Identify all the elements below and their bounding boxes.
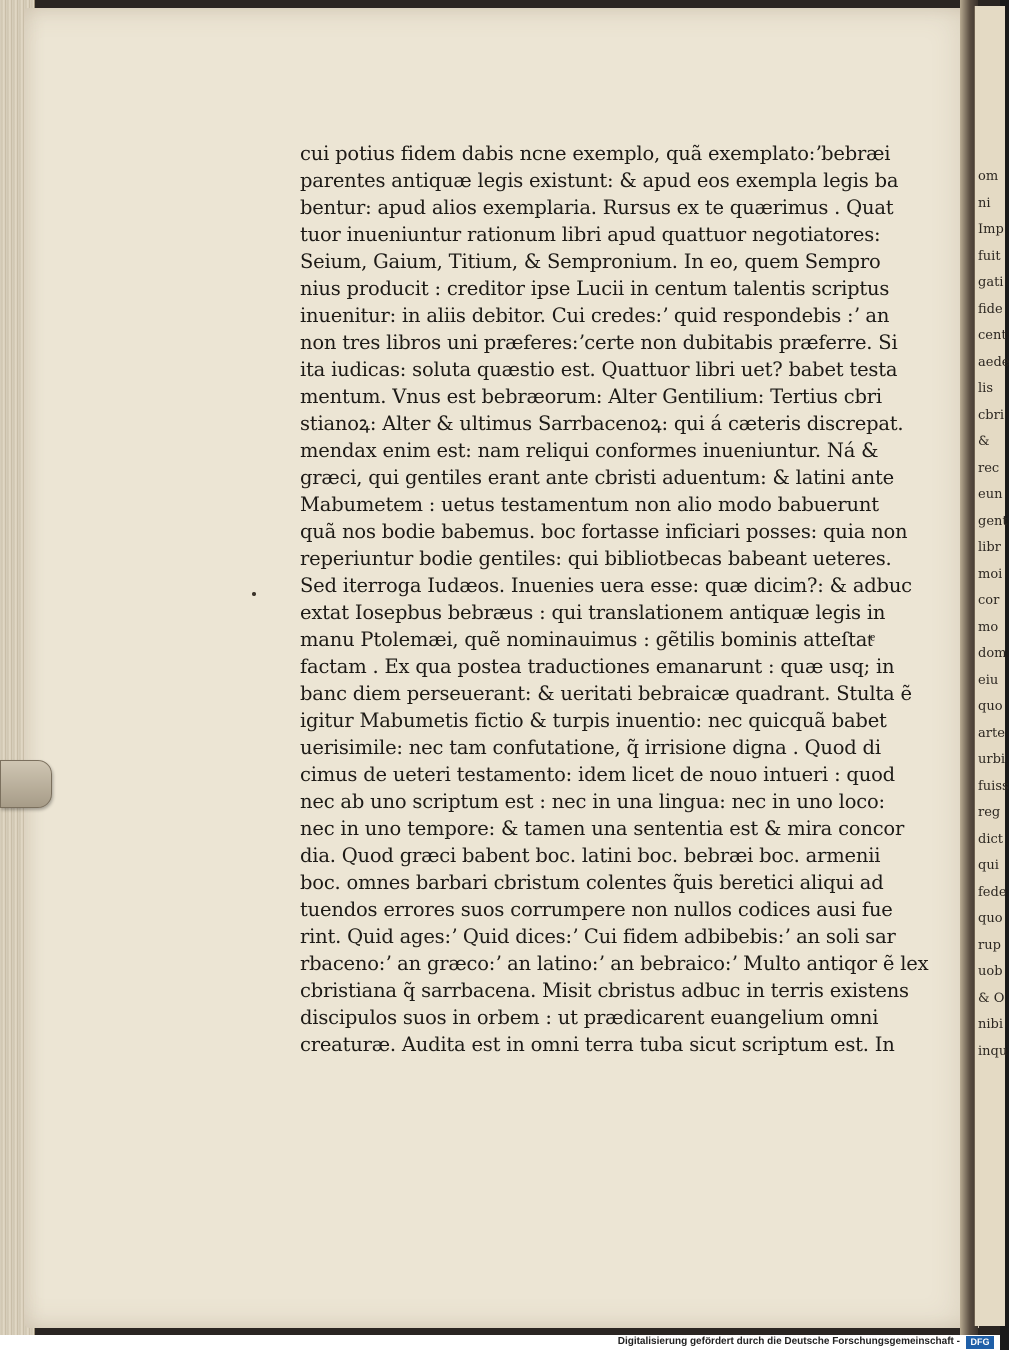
text-line: cbristiana q̃ sarrbacena. Misit cbristus adbuc in terris existens [300, 979, 909, 1002]
dfg-logo: DFG [966, 1336, 994, 1349]
text-line: Seium, Gaium, Titium, & Sempronium. In eo, quem Sempro [300, 250, 881, 273]
text-line: nius producit : creditor ipse Lucii in centum talentis scriptus [300, 277, 890, 300]
text-line: igitur Mabumetis fictio & turpis inuentio: nec quicquã babet [300, 709, 887, 732]
facing-page-fragment: & [978, 434, 990, 449]
facing-page-fragment: aede [978, 354, 1009, 370]
text-line: uerisimile: nec tam confutatione, q̃ irrisione digna . Quod di [300, 736, 881, 759]
facing-page [974, 6, 1009, 1326]
ink-mark [252, 592, 256, 596]
facing-page-fragment: fide [978, 301, 1003, 317]
facing-page-fragment: Imp [978, 222, 1004, 237]
facing-page-fragment: libr [978, 540, 1001, 555]
facing-page-fragment: rup [978, 937, 1001, 953]
facing-page-fragment: cent [978, 328, 1007, 343]
facing-page-fragment: eiu [978, 672, 999, 688]
facing-page-fragment: cbri [978, 407, 1004, 423]
text-line: manu Ptolemæi, quẽ nominauimus : gẽtilis bominis atteſtatͤ [300, 628, 873, 651]
text-line: banc diem perseuerant: & ueritati bebraicæ quadrant. Stulta ẽ [300, 682, 912, 705]
facing-page-fragment: dom [978, 646, 1007, 661]
text-line: cui potius fidem dabis ncne exemplo, quã exemplato:ʼbebræi [300, 142, 891, 165]
facing-page-fragment: reg [978, 805, 1001, 820]
text-line: dia. Quod græci babent boc. latini boc. bebræi boc. armenii [300, 844, 881, 867]
text-line: boc. omnes barbari cbristum colentes q̃uis beretici aliqui ad [300, 871, 884, 894]
facing-page-fragment: & O [978, 990, 1005, 1006]
facing-page-fragment: gati [978, 275, 1004, 290]
text-line: ita iudicas: soluta quæstio est. Quattuor libri uet? babet testa [300, 358, 898, 381]
facing-page-fragment: gent [978, 513, 1008, 529]
facing-page-fragment: moi [978, 566, 1003, 582]
text-line: nec in uno tempore: & tamen una sententia est & mira concor [300, 817, 905, 840]
text-line: creaturæ. Audita est in omni terra tuba sicut scriptum est. In [300, 1033, 895, 1056]
facing-page-fragment: qui [978, 858, 999, 873]
text-line: Mabumetem : uetus testamentum non alio modo babuerunt [300, 493, 879, 516]
facing-page-fragment: rec [978, 460, 1000, 476]
text-line: quã nos bodie babemus. boc fortasse inficiari posses: quia non [300, 520, 908, 543]
facing-page-fragment: fuiss [978, 778, 1009, 794]
text-line: factam . Ex qua postea traductiones emanarunt : quæ usq; in [300, 655, 895, 678]
facing-page-fragment: lis [978, 381, 993, 396]
footer-credit: Digitalisierung gefördert durch die Deutsche Forschungsgemeinschaft - [617, 1336, 960, 1347]
text-line: rint. Quid ages:ʼ Quid dices:ʼ Cui fidem adbibebis:ʼ an soli sar [300, 925, 896, 948]
text-line: parentes antiquæ legis existunt: & apud eos exempla legis ba [300, 169, 899, 192]
text-line: cimus de ueteri testamento: idem licet de nouo intueri : quod [300, 763, 895, 786]
facing-page-fragment: urbi [978, 752, 1006, 767]
facing-page-fragment: fuit [978, 248, 1001, 264]
facing-page-fragment: om [978, 169, 999, 184]
facing-page-fragment: cor [978, 593, 1000, 608]
facing-page-fragment: arte [978, 725, 1005, 741]
text-line: græci, qui gentiles erant ante cbristi aduentum: & latini ante [300, 466, 894, 489]
text-line: tuor inueniuntur rationum libri apud quattuor negotiatores: [300, 223, 881, 246]
text-line: bentur: apud alios exemplaria. Rursus ex te quærimus . Quat [300, 196, 894, 219]
facing-page-fragment: inqu [978, 1043, 1008, 1059]
facing-page-fragment: fede [978, 884, 1007, 900]
text-line: non tres libros uni præferes:ʼcerte non dubitabis præferre. Si [300, 331, 898, 354]
text-line: extat Iosepbus bebræus : qui translationem antiquæ legis in [300, 601, 886, 624]
text-line: mentum. Vnus est bebræorum: Alter Gentilium: Tertius cbri [300, 385, 882, 408]
text-line: inuenitur: in aliis debitor. Cui credes:ʼ quid respondebis :ʼ an [300, 304, 890, 327]
text-line: reperiuntur bodie gentiles: qui bibliotbecas babeant ueteres. [300, 547, 892, 570]
facing-page-fragment: dict [978, 831, 1003, 847]
text-line: rbaceno:ʼ an græco:ʼ an latino:ʼ an bebraico:ʼ Multo antiqor ẽ lex [300, 952, 929, 975]
facing-page-fragment: nibi [978, 1017, 1004, 1032]
facing-page-fragment: uob [978, 964, 1003, 979]
text-line: discipulos suos in orbem : ut prædicarent euangelium omni [300, 1006, 879, 1029]
facing-page-fragment: quo [978, 699, 1003, 714]
text-line: stianoꝝ: Alter & ultimus Sarrbacenoꝝ: qui á cæteris discrepat. [300, 412, 904, 435]
text-line: Sed iterroga Iudæos. Inuenies uera esse: quæ dicim?: & adbuc [300, 574, 912, 597]
page-clip [0, 760, 52, 808]
facing-page-fragment: mo [978, 619, 999, 635]
facing-page-fragment: eun [978, 487, 1003, 502]
text-line: tuendos errores suos corrumpere non nullos codices ausi fue [300, 898, 893, 921]
text-line: mendax enim est: nam reliqui conformes inueniuntur. Ná & [300, 439, 879, 462]
footer-bar [0, 1335, 1000, 1350]
text-line: nec ab uno scriptum est : nec in una lingua: nec in uno loco: [300, 790, 885, 813]
facing-page-fragment: quo [978, 911, 1003, 926]
text-block [300, 140, 929, 1058]
facing-page-fragment: ni [978, 195, 991, 211]
